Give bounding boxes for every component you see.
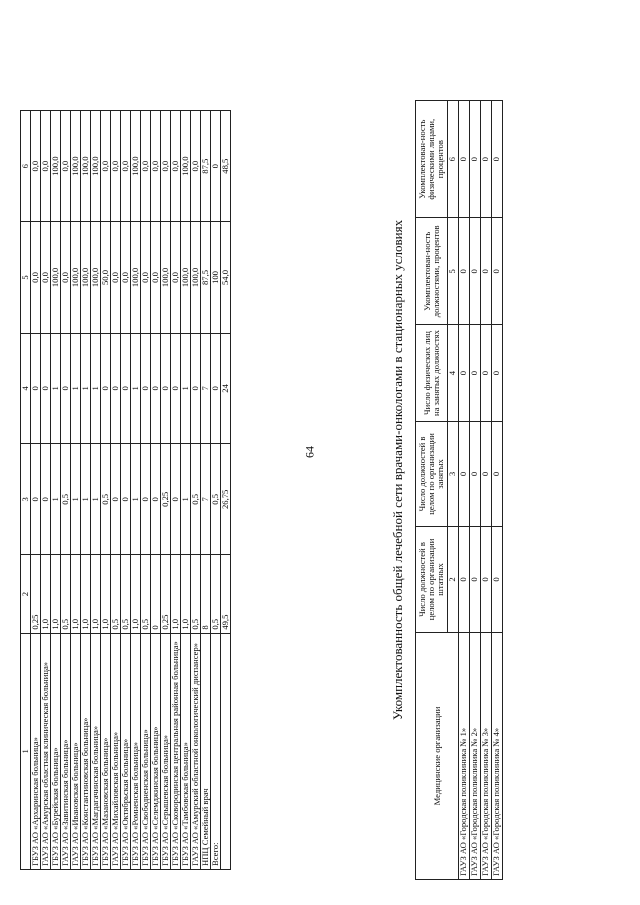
value-cell: 1 <box>81 333 91 444</box>
value-cell: 100,0 <box>71 222 81 333</box>
table-row <box>101 111 111 870</box>
value-cell: 1,0 <box>41 555 51 633</box>
staffing-table-top <box>20 110 231 870</box>
value-cell: 1 <box>51 444 61 555</box>
page-number: 64 <box>302 446 317 458</box>
value-cell: 0 <box>492 325 503 422</box>
column-number: 3 <box>448 421 459 526</box>
value-cell: 54,0 <box>221 222 231 333</box>
value-cell: 1,0 <box>131 555 141 633</box>
table-row <box>111 111 121 870</box>
table-row <box>141 111 151 870</box>
value-cell: 0 <box>481 325 492 422</box>
value-cell: 0,0 <box>171 111 181 222</box>
organization-cell: ГАУЗ АО «Амурская областная клиническая больница» <box>41 633 51 869</box>
value-cell: 1 <box>71 333 81 444</box>
value-cell: 7 <box>201 444 211 555</box>
staffing-table-inpatient <box>415 100 503 880</box>
value-cell: 1 <box>131 333 141 444</box>
organization-cell: ГАУЗ АО «Михайловская больница» <box>111 633 121 869</box>
value-cell: 1 <box>91 333 101 444</box>
value-cell: 0,5 <box>111 555 121 633</box>
value-cell: 0 <box>111 333 121 444</box>
organization-cell: ГБУЗ АО «Октябрьская больница» <box>121 633 131 869</box>
value-cell: 0 <box>492 421 503 526</box>
value-cell: 0,25 <box>31 555 41 633</box>
value-cell: 100,0 <box>131 222 141 333</box>
organization-cell: ГБУЗ АО «Серышевская больница» <box>161 633 171 869</box>
value-cell: 87,5 <box>201 111 211 222</box>
value-cell: 0 <box>481 526 492 632</box>
value-cell: 0 <box>492 101 503 218</box>
header-organizations: Медицинские организации <box>416 633 459 880</box>
rotated-sheet <box>20 80 620 880</box>
header-staff-positions: Число должностей в целом по организации штатных <box>416 526 448 632</box>
value-cell: 100,0 <box>81 222 91 333</box>
value-cell: 0 <box>481 421 492 526</box>
value-cell: 0 <box>481 101 492 218</box>
header-staffing-positions-pct: Укомплектован-ность должностями, процентов <box>416 218 448 325</box>
value-cell: 0,25 <box>161 444 171 555</box>
column-number: 3 <box>21 444 31 555</box>
organization-cell: ГБУЗ АО «Тамбовская больница» <box>181 633 191 869</box>
table-row <box>492 101 503 880</box>
value-cell: 0,0 <box>31 222 41 333</box>
column-number: 4 <box>21 333 31 444</box>
value-cell: 1 <box>131 444 141 555</box>
column-number: 4 <box>448 325 459 422</box>
value-cell: 0,0 <box>41 111 51 222</box>
value-cell: 0,5 <box>61 555 71 633</box>
table-header-row <box>21 111 31 870</box>
organization-cell: ГАУЗ АО «Городская поликлиника № 2» <box>470 633 481 880</box>
organization-cell: ГБУЗ АО «Свободненская больница» <box>141 633 151 869</box>
header-physical-persons: Число физических лиц на занятых должностях <box>416 325 448 422</box>
value-cell: 1,0 <box>51 555 61 633</box>
organization-cell: ГБУЗ АО «Магдагачинская больница» <box>91 633 101 869</box>
value-cell: 0 <box>470 526 481 632</box>
organization-cell: ГБУЗ АО «Константиновская больница» <box>81 633 91 869</box>
value-cell: 0,0 <box>141 111 151 222</box>
value-cell: 0,0 <box>41 222 51 333</box>
table-row <box>191 111 201 870</box>
value-cell: 0,5 <box>191 555 201 633</box>
value-cell: 0 <box>492 526 503 632</box>
value-cell: 0,5 <box>61 444 71 555</box>
value-cell: 0,5 <box>141 555 151 633</box>
value-cell: 0 <box>41 444 51 555</box>
value-cell: 0 <box>211 333 221 444</box>
value-cell: 1 <box>71 444 81 555</box>
table-header-row <box>416 101 448 880</box>
table-row <box>221 111 231 870</box>
organization-cell <box>221 633 231 869</box>
value-cell: 0 <box>470 421 481 526</box>
value-cell: 0,0 <box>161 111 171 222</box>
value-cell: 0,5 <box>211 444 221 555</box>
value-cell: 0,0 <box>121 222 131 333</box>
value-cell: 1,0 <box>81 555 91 633</box>
value-cell: 100,0 <box>81 111 91 222</box>
organization-cell: ГАУЗ АО «Городская поликлиника № 4» <box>492 633 503 880</box>
column-number: 5 <box>21 222 31 333</box>
value-cell: 0 <box>459 101 470 218</box>
value-cell: 0 <box>141 444 151 555</box>
value-cell: 0 <box>459 421 470 526</box>
value-cell: 0 <box>459 325 470 422</box>
value-cell: 0 <box>121 444 131 555</box>
value-cell: 0,0 <box>151 111 161 222</box>
value-cell: 0,0 <box>141 222 151 333</box>
value-cell: 0,0 <box>101 111 111 222</box>
value-cell: 1,0 <box>91 555 101 633</box>
table-row <box>41 111 51 870</box>
value-cell: 0 <box>470 218 481 325</box>
organization-cell: ГАУЗ АО «Завитинская больница» <box>61 633 71 869</box>
value-cell: 100,0 <box>181 222 191 333</box>
table-row <box>161 111 171 870</box>
value-cell: 100,0 <box>91 222 101 333</box>
value-cell: 100,0 <box>191 222 201 333</box>
value-cell: 0,0 <box>171 222 181 333</box>
value-cell: 0 <box>151 555 161 633</box>
value-cell: 24 <box>221 333 231 444</box>
table-row <box>201 111 211 870</box>
value-cell: 1 <box>81 444 91 555</box>
column-number: 2 <box>448 526 459 632</box>
table-row <box>470 101 481 880</box>
value-cell: 1 <box>181 333 191 444</box>
value-cell: 0 <box>171 444 181 555</box>
organization-cell: ГБУЗ АО «Бурейская больница» <box>51 633 61 869</box>
column-number: 2 <box>21 555 31 633</box>
table-row <box>131 111 141 870</box>
value-cell: 0,5 <box>211 555 221 633</box>
value-cell: 0 <box>211 111 221 222</box>
table-row <box>459 101 470 880</box>
value-cell: 0 <box>141 333 151 444</box>
value-cell: 0 <box>61 333 71 444</box>
organization-cell: ГАУЗ АО «Ивановская больница» <box>71 633 81 869</box>
organization-cell: ГБУЗ АО «Ромненская больница» <box>131 633 141 869</box>
organization-cell: ГБУЗ АО «Селемджинская больница» <box>151 633 161 869</box>
value-cell: 100,0 <box>71 111 81 222</box>
value-cell: 0 <box>41 333 51 444</box>
value-cell: 0 <box>171 333 181 444</box>
table-row <box>481 101 492 880</box>
value-cell: 100,0 <box>51 222 61 333</box>
value-cell: 49,5 <box>221 555 231 633</box>
table-row <box>71 111 81 870</box>
value-cell: 48,5 <box>221 111 231 222</box>
value-cell: 100 <box>211 222 221 333</box>
value-cell: 100,0 <box>161 222 171 333</box>
value-cell: 1,0 <box>181 555 191 633</box>
organization-cell: Всего: <box>211 633 221 869</box>
value-cell: 0 <box>481 218 492 325</box>
value-cell: 0 <box>191 333 201 444</box>
table-row <box>151 111 161 870</box>
value-cell: 0,0 <box>61 111 71 222</box>
organization-cell: ГАУЗ АО «Городская поликлиника № 3» <box>481 633 492 880</box>
value-cell: 0,5 <box>191 444 201 555</box>
table-row <box>121 111 131 870</box>
organization-cell: НПЦ Семейный врач <box>201 633 211 869</box>
value-cell: 1,0 <box>101 555 111 633</box>
value-cell: 0,0 <box>31 111 41 222</box>
header-occupied-positions: Число должностей в целом по организации занятых <box>416 421 448 526</box>
column-number: 1 <box>21 633 31 869</box>
value-cell: 0,0 <box>151 222 161 333</box>
table-row <box>171 111 181 870</box>
column-number: 6 <box>21 111 31 222</box>
value-cell: 0,0 <box>111 222 121 333</box>
value-cell: 8 <box>201 555 211 633</box>
value-cell: 0 <box>31 333 41 444</box>
organization-cell: ГБУЗ АО «Сковородинская центральная районная больница» <box>171 633 181 869</box>
value-cell: 0,0 <box>61 222 71 333</box>
column-number: 5 <box>448 218 459 325</box>
table-row <box>181 111 191 870</box>
value-cell: 0 <box>111 444 121 555</box>
header-staffing-persons-pct: Укомплектован-ность физическими лицами, процентов <box>416 101 448 218</box>
table-row <box>61 111 71 870</box>
value-cell: 0,5 <box>101 444 111 555</box>
value-cell: 0 <box>31 444 41 555</box>
table-row <box>81 111 91 870</box>
value-cell: 0,0 <box>111 111 121 222</box>
value-cell: 0,0 <box>191 111 201 222</box>
value-cell: 1 <box>91 444 101 555</box>
organization-cell: ГБУЗ АО «Архаринская больница» <box>31 633 41 869</box>
organization-cell: ГАУЗ АО «Городская поликлиника № 1» <box>459 633 470 880</box>
value-cell: 0 <box>470 325 481 422</box>
value-cell: 26,75 <box>221 444 231 555</box>
value-cell: 0 <box>470 101 481 218</box>
value-cell: 0 <box>459 526 470 632</box>
value-cell: 1 <box>181 444 191 555</box>
organization-cell: ГАУЗ АО «Амурский областной онкологический диспансер» <box>191 633 201 869</box>
value-cell: 1,0 <box>171 555 181 633</box>
value-cell: 0 <box>151 444 161 555</box>
value-cell: 100,0 <box>91 111 101 222</box>
value-cell: 0,5 <box>121 555 131 633</box>
table-row <box>31 111 41 870</box>
table-row <box>51 111 61 870</box>
value-cell: 1 <box>51 333 61 444</box>
value-cell: 0 <box>101 333 111 444</box>
value-cell: 0,0 <box>121 111 131 222</box>
section-title: Укомплектованность общей лечебной сети врачами-онкологами в стационарных условиях <box>390 219 405 721</box>
table-row <box>91 111 101 870</box>
value-cell: 87,5 <box>201 222 211 333</box>
value-cell: 100,0 <box>51 111 61 222</box>
value-cell: 7 <box>201 333 211 444</box>
value-cell: 0 <box>459 218 470 325</box>
organization-cell: ГБУЗ АО «Мазановская больница» <box>101 633 111 869</box>
value-cell: 0 <box>161 333 171 444</box>
value-cell: 1,0 <box>71 555 81 633</box>
value-cell: 100,0 <box>181 111 191 222</box>
value-cell: 0 <box>492 218 503 325</box>
value-cell: 0,25 <box>161 555 171 633</box>
column-number: 6 <box>448 101 459 218</box>
value-cell: 0 <box>151 333 161 444</box>
value-cell: 50,0 <box>101 222 111 333</box>
value-cell: 0 <box>121 333 131 444</box>
table-row <box>211 111 221 870</box>
value-cell: 100,0 <box>131 111 141 222</box>
